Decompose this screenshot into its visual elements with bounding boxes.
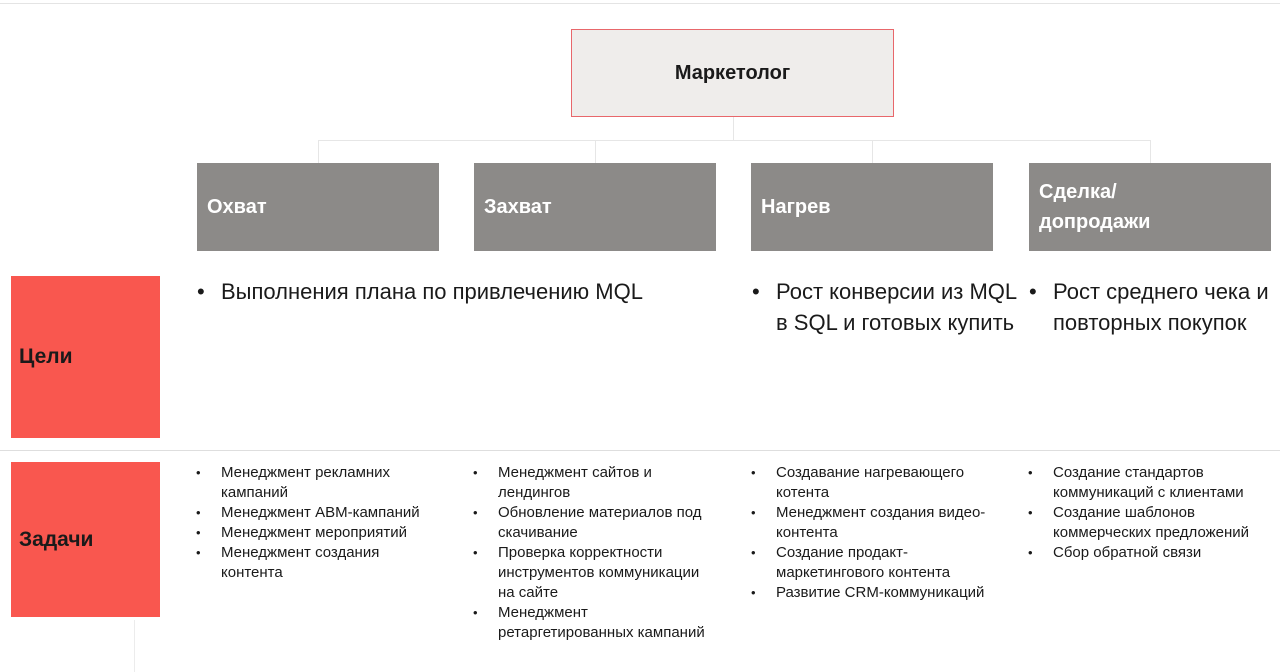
bullet: •	[751, 545, 756, 560]
task-text: Менеджмент мероприятий	[221, 524, 407, 541]
list-item	[750, 543, 995, 583]
connector-root-down	[733, 117, 734, 141]
list-item	[1027, 543, 1272, 563]
task-text: Менеджмент создания видео-контента	[776, 504, 986, 541]
task-text: Создание стандартов коммуникаций с клиентами	[1053, 464, 1244, 501]
task-text: Менеджмент рекламних кампаний	[221, 464, 391, 501]
stage-label: Охват	[207, 196, 267, 218]
bullet: •	[1028, 505, 1033, 520]
list-item	[750, 503, 995, 543]
stage-label: Захват	[484, 196, 552, 218]
bullet: •	[752, 279, 760, 304]
tasks-capture	[472, 463, 712, 643]
bullet: •	[196, 505, 201, 520]
stage-warmup	[751, 163, 993, 251]
connector-stage-1	[318, 140, 319, 163]
top-divider	[0, 3, 1280, 4]
bullet: •	[751, 505, 756, 520]
tasks-reach	[195, 463, 440, 583]
bullet: •	[1028, 465, 1033, 480]
connector-stage-3	[872, 140, 873, 163]
connector-horizontal	[318, 140, 1150, 141]
stage-label: Нагрев	[761, 196, 831, 218]
list-item	[1027, 463, 1272, 503]
bullet: •	[196, 525, 201, 540]
list-item	[472, 603, 712, 643]
tasks-warmup	[750, 463, 995, 603]
bullet: •	[473, 605, 478, 620]
task-text: Обновление материалов под скачивание	[498, 504, 702, 541]
task-text: Сбор обратной связи	[1053, 544, 1202, 561]
task-text: Развитие CRM-коммуникаций	[776, 584, 985, 601]
goal-text: Рост конверсии из MQL в SQL и готовых купить	[776, 279, 1017, 335]
goal-text: Выполнения плана по привлечению MQL	[221, 279, 643, 304]
list-item	[195, 463, 440, 503]
stage-reach	[197, 163, 439, 251]
bullet: •	[196, 545, 201, 560]
task-text: Создание шаблонов коммерческих предложений	[1053, 504, 1250, 541]
goal-deal	[1026, 277, 1276, 338]
connector-stage-4	[1150, 140, 1151, 163]
tasks-label: Задачи	[19, 527, 94, 551]
bullet: •	[751, 465, 756, 480]
bullet: •	[1028, 545, 1033, 560]
task-text: Менеджмент ретаргетированных кампаний	[498, 604, 705, 641]
bullet: •	[473, 465, 478, 480]
list-item	[195, 523, 440, 543]
task-text: Менеджмент ABM-кампаний	[221, 504, 420, 521]
list-item	[195, 543, 440, 583]
stage-deal	[1029, 163, 1271, 251]
bullet: •	[196, 465, 201, 480]
goals-label: Цели	[19, 345, 73, 368]
connector-stage-2	[595, 140, 596, 163]
bottom-left-rule	[134, 620, 135, 672]
root-title: Маркетолог	[674, 61, 791, 84]
list-item	[750, 463, 995, 503]
bullet: •	[1029, 279, 1037, 304]
task-text: Менеджмент сайтов и лендингов	[498, 464, 652, 501]
task-text: Менеджмент создания контента	[221, 544, 380, 581]
goal-text: Рост среднего чека и повторных покупок	[1053, 279, 1269, 335]
task-text: Создание продакт-маркетингового контента	[776, 544, 951, 581]
task-text: Проверка корректности инструментов коммуникации на сайте	[498, 544, 700, 601]
tasks-deal	[1027, 463, 1272, 563]
root-node	[571, 29, 894, 117]
goal-reach-capture	[194, 277, 734, 308]
row-label-tasks	[11, 462, 160, 617]
bullet: •	[473, 545, 478, 560]
list-item	[195, 503, 440, 523]
bullet: •	[473, 505, 478, 520]
list-item	[472, 503, 712, 543]
list-item	[1027, 503, 1272, 543]
list-item	[472, 463, 712, 503]
row-label-goals	[11, 276, 160, 438]
bullet: •	[197, 279, 205, 304]
task-text: Создавание нагревающего котента	[776, 464, 965, 501]
stage-capture	[474, 163, 716, 251]
goal-warmup	[749, 277, 1019, 338]
bullet: •	[751, 585, 756, 600]
stage-label: Сделка/ допродажи	[1039, 181, 1151, 233]
row-divider	[0, 450, 1280, 451]
list-item	[750, 583, 995, 603]
list-item	[472, 543, 712, 603]
